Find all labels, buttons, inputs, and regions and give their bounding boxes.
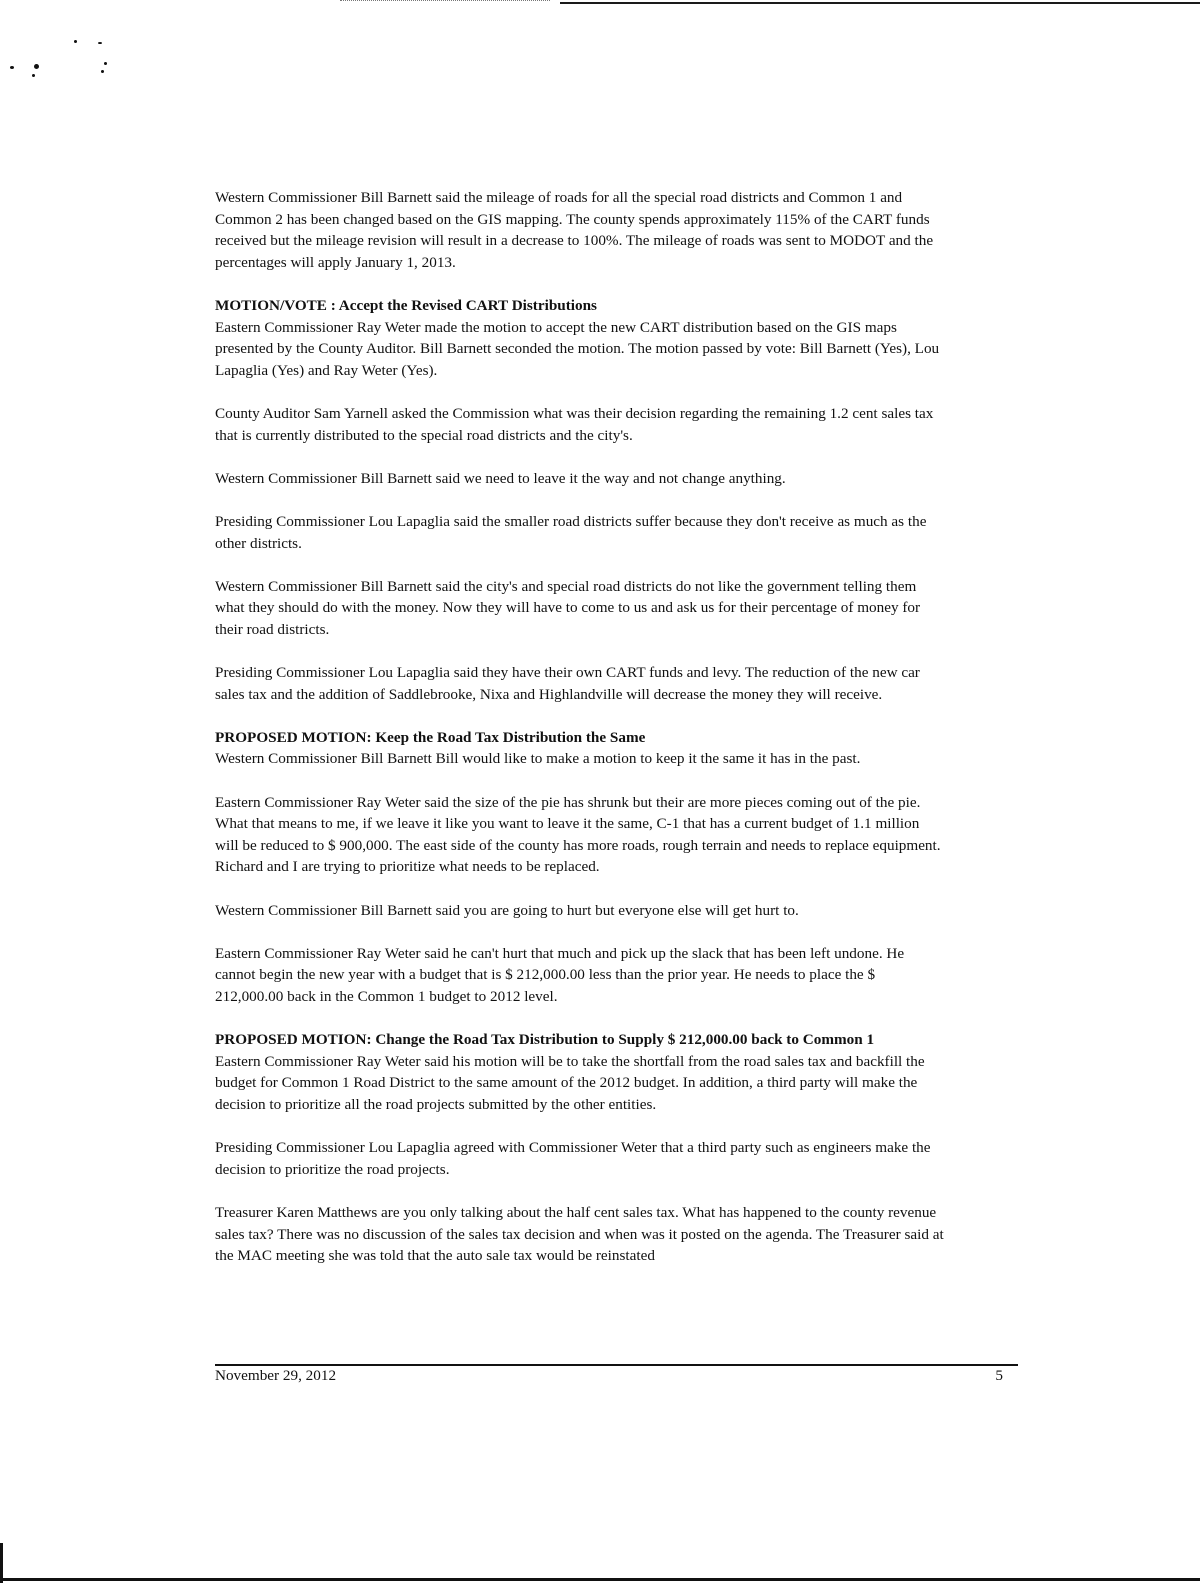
scan-speck	[10, 66, 14, 69]
scan-speck	[101, 70, 104, 73]
paragraph: Eastern Commissioner Ray Weter made the motion to accept the new CART distribution based on the GIS maps presented by the County Auditor. Bill Barnett seconded the motion. The motion passed by vote: Bill Barnett (Yes), Lou Lapaglia (Yes) and Ray Weter (Yes).	[215, 318, 940, 379]
section-heading: MOTION/VOTE : Accept the Revised CART Distributions	[215, 296, 597, 314]
paragraph: Western Commissioner Bill Barnett said the mileage of roads for all the special road districts and Common 1 and Common 2 has been changed based on the GIS mapping. The county spends approximately 115% of the CART funds received but the mileage revision will result in a decrease to 100%. The mileage of roads was sent to MODOT and the percentages will apply January 1, 2013.	[215, 189, 934, 271]
section-heading: PROPOSED MOTION: Keep the Road Tax Distribution the Same	[215, 728, 646, 746]
paragraph: Western Commissioner Bill Barnett said the city's and special road districts do not like the government telling them what they should do with the money. Now they will have to come to us and ask us for their percentage of money for their road districts.	[215, 577, 921, 638]
paragraph: Presiding Commissioner Lou Lapaglia said the smaller road districts suffer because they don't receive as much as the other districts.	[215, 512, 927, 552]
paragraph: Presiding Commissioner Lou Lapaglia said they have their own CART funds and levy. The reduction of the new car sales tax and the addition of Saddlebrooke, Nixa and Highlandville will decrease the money they will receive.	[215, 664, 920, 703]
scan-speck	[98, 42, 102, 44]
scan-speck	[74, 40, 77, 43]
scan-top-marks	[340, 0, 550, 5]
scan-bottom-edge-line	[0, 1578, 1200, 1581]
paragraph: Western Commissioner Bill Barnett said you are going to hurt but everyone else will get hurt to.	[215, 901, 799, 919]
document-body	[215, 187, 945, 1267]
paragraph: Eastern Commissioner Ray Weter said the size of the pie has shrunk but their are more pieces coming out of the pie. What that means to me, if we leave it like you want to leave it the same, C-1 that has a current budget of 1.1 million will be reduced to $ 900,000. The east side of the county has more roads, rough terrain and needs to replace equipment. Richard and I are trying to prioritize what needs to be replaced.	[215, 793, 941, 876]
paragraph: Eastern Commissioner Ray Weter said his motion will be to take the shortfall from the road sales tax and backfill the budget for Common 1 Road District to the same amount of the 2012 budget. In addition, a third party will make the decision to prioritize all the road projects submitted by the other entities.	[215, 1052, 925, 1113]
scan-speck	[32, 74, 35, 77]
paragraph: Western Commissioner Bill Barnett said we need to leave it the way and not change anything.	[215, 469, 786, 487]
section-heading: PROPOSED MOTION: Change the Road Tax Distribution to Supply $ 212,000.00 back to Common 1	[215, 1031, 875, 1049]
paragraph: County Auditor Sam Yarnell asked the Commission what was their decision regarding the remaining 1.2 cent sales tax that is currently distributed to the special road districts and the city's.	[215, 404, 934, 444]
footer-date: November 29, 2012	[215, 1367, 337, 1384]
page-number: 5	[995, 1367, 1003, 1384]
scan-top-edge-line	[560, 2, 1200, 4]
scan-left-edge-line	[0, 1543, 3, 1583]
scan-speck	[34, 64, 39, 69]
paragraph: Eastern Commissioner Ray Weter said he can't hurt that much and pick up the slack that has been left undone. He cannot begin the new year with a budget that is $ 212,000.00 less than the prior year. He needs to place the $ 212,000.00 back in the Common 1 budget to 2012 level.	[215, 944, 905, 1005]
paragraph: Western Commissioner Bill Barnett Bill would like to make a motion to keep it the same it has in the past.	[215, 750, 861, 768]
paragraph: Treasurer Karen Matthews are you only talking about the half cent sales tax. What has happened to the county revenue sales tax? There was no discussion of the sales tax decision and when was it posted on the agenda. The Treasurer said at the MAC meeting she was told that the auto sale tax would be reinstated	[215, 1203, 944, 1265]
paragraph: Presiding Commissioner Lou Lapaglia agreed with Commissioner Weter that a third party such as engineers make the decision to prioritize the road projects.	[215, 1139, 931, 1178]
scan-speck	[104, 62, 107, 65]
